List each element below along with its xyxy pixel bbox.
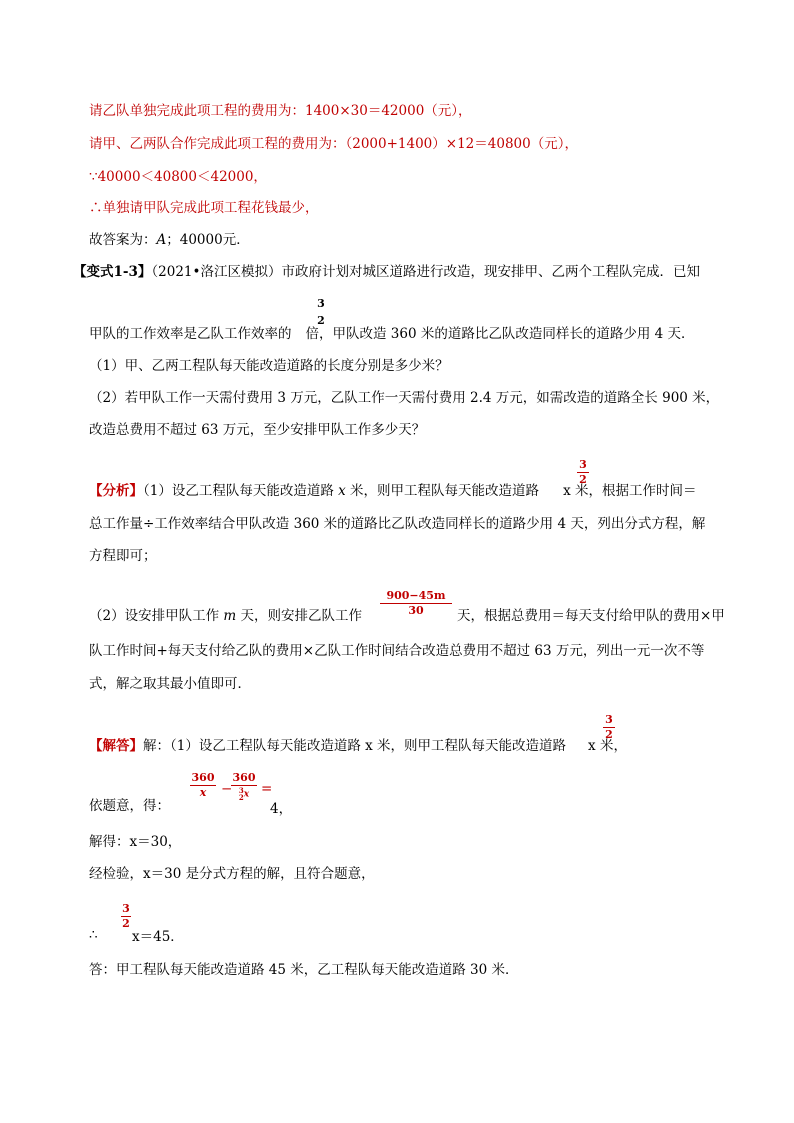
analysis-line-3: 方程即可； — [89, 548, 157, 564]
solution-intro-text: 解：（1）设乙工程队每天能改造道路 x 米，则甲工程队每天能改造道路 — [143, 738, 567, 754]
result-frac-num: 3 — [122, 902, 130, 915]
result-frac-den: 2 — [122, 917, 130, 930]
solve-line: 解得：x＝30， — [89, 834, 182, 850]
problem-ratio-den: 2 — [317, 314, 325, 327]
therefore-symbol: ∴ — [89, 927, 98, 943]
equation-term-1 — [190, 772, 216, 799]
analysis-fraction-2 — [380, 590, 452, 617]
analysis-frac2-den: 30 — [408, 604, 424, 617]
problem-line-2 — [89, 324, 695, 344]
check-line: 经检验，x＝30 是分式方程的解，且符合题意， — [89, 866, 375, 882]
analysis-tag: 【分析】 — [89, 483, 143, 499]
eq-term1-den: x — [199, 786, 207, 799]
solution-frac1-num: 3 — [605, 713, 613, 726]
result-line: x＝45． — [132, 929, 184, 945]
problem-ratio-fraction — [315, 298, 327, 327]
analysis-p2-c: 天，根据总费用＝每天支付给甲队的费用×甲 — [457, 608, 725, 624]
question-1: （1）甲、乙两工程队每天能改造道路的长度分别是多少米？ — [89, 358, 449, 374]
analysis-frac2-num: 900−45m — [386, 589, 446, 602]
analysis-var-x: x — [338, 483, 346, 499]
solution-line-4: ∴单独请甲队完成此项工程花钱最少， — [89, 200, 319, 216]
answer-line — [89, 230, 250, 250]
solution-line-1: 请乙队单独完成此项工程的费用为：1400×30＝42000（元）， — [89, 103, 472, 119]
analysis-line-2: 总工作量÷工作效率结合甲队改造 360 米的道路比乙队改造同样长的道路少用 4 天，列出分式方程，解 — [89, 516, 706, 532]
question-2-line-2: 改造总费用不超过 63 万元，至少安排甲队工作多少天？ — [89, 422, 426, 438]
analysis-line-6: 式，解之取其最小值即可． — [89, 676, 251, 692]
problem-ratio-num: 3 — [317, 297, 325, 310]
problem-text-1: 市政府计划对城区道路进行改造，现安排甲、乙两个工程队完成．已知 — [281, 264, 700, 280]
answer-rest: ；40000元． — [166, 232, 250, 248]
answer-choice: A — [156, 232, 167, 248]
problem-tag: 【变式1-3】 — [73, 264, 152, 280]
analysis-frac1-den: 2 — [579, 473, 587, 486]
eq-term2-den: 3 2x — [238, 786, 250, 802]
eq-minus: − — [221, 781, 233, 797]
solution-frac1-den: 2 — [605, 728, 613, 741]
solution-intro-end: x 米， — [588, 738, 627, 754]
analysis-p2-a: （2）设安排甲队工作 — [89, 608, 224, 624]
result-fraction — [121, 903, 131, 930]
analysis-p1-a: （1）设乙工程队每天能改造道路 — [143, 483, 339, 499]
analysis-p2-b: 天，则安排乙队工作 — [236, 608, 362, 624]
analysis-p1-c: x 米，根据工作时间＝ — [563, 483, 697, 499]
problem-text-2a: 甲队的工作效率是乙队工作效率的 — [89, 326, 292, 342]
solution-intro — [89, 736, 627, 756]
analysis-line-1 — [89, 481, 696, 501]
analysis-line-5: 队工作时间+每天支付给乙队的费用×乙队工作时间结合改造总费用不超过 63 万元，列出一元一次不等 — [89, 643, 705, 659]
question-2-line-1: （2）若甲队工作一天需付费用 3 万元，乙队工作一天需付费用 2.4 万元，如需改造的道路全长 900 米， — [89, 390, 720, 406]
solution-tag: 【解答】 — [89, 738, 143, 754]
solution-fraction-1 — [603, 714, 615, 741]
final-answer: 答：甲工程队每天能改造道路 45 米，乙工程队每天能改造道路 30 米． — [89, 962, 519, 978]
answer-prefix: 故答案为： — [89, 232, 157, 248]
analysis-p1-b: 米，则甲工程队每天能改造道路 — [345, 483, 540, 499]
problem-text-2b: 倍，甲队改造 360 米的道路比乙队改造同样长的道路少用 4 天． — [305, 326, 695, 342]
analysis-var-m: m — [223, 608, 237, 624]
solution-line-2: 请甲、乙两队合作完成此项工程的费用为：（2000+1400）×12＝40800（元）， — [89, 136, 578, 152]
solution-line-3: ∵40000＜40800＜42000， — [89, 169, 267, 185]
analysis-fraction-1 — [577, 459, 589, 486]
eq-equals: = — [261, 781, 273, 797]
equation-term-2 — [231, 772, 257, 801]
eq-term1-num: 360 — [191, 771, 215, 784]
problem-line-1 — [73, 262, 700, 282]
analysis-frac1-num: 3 — [579, 458, 587, 471]
problem-source: （2021•洛江区模拟） — [151, 264, 282, 280]
eq-term2-num: 360 — [232, 771, 256, 784]
eq-rhs: 4， — [270, 801, 293, 817]
equation-label: 依题意，得： — [89, 798, 170, 814]
